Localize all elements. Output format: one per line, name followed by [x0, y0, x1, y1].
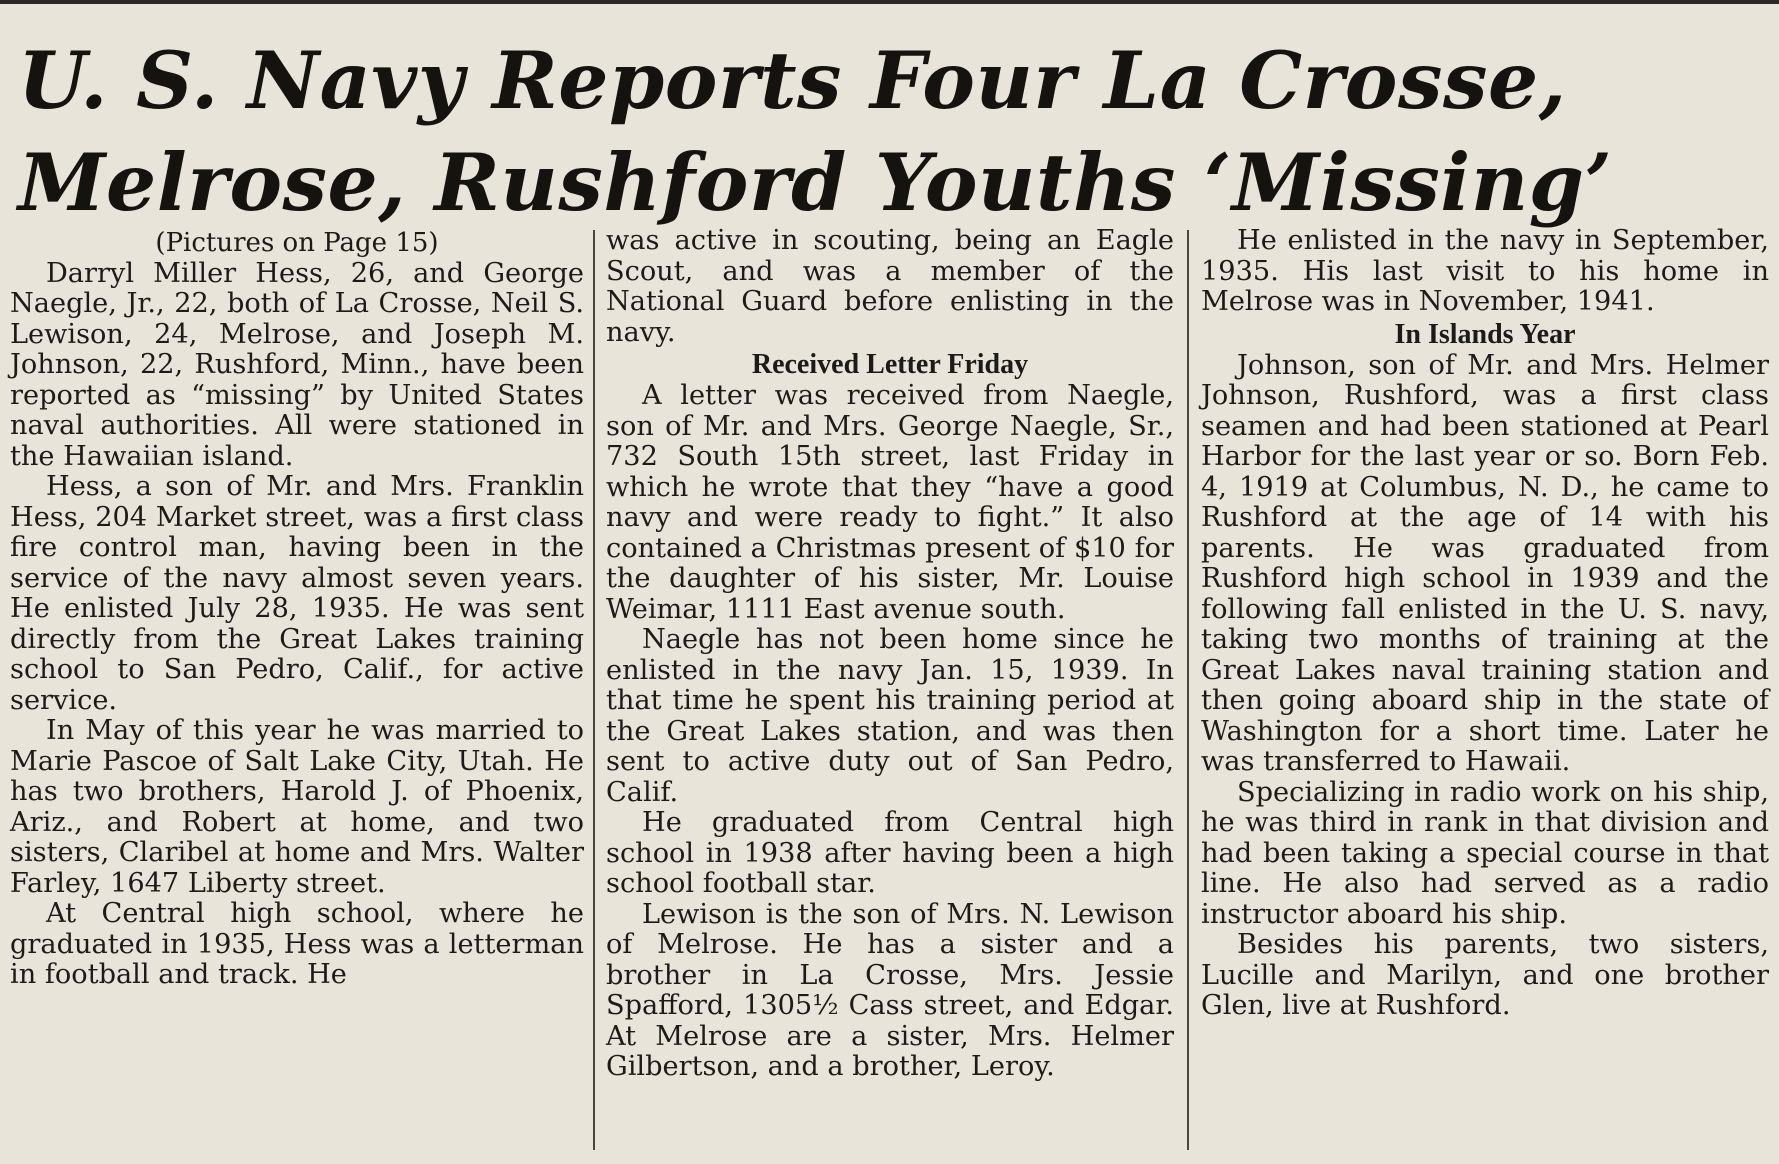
headline-line-2: Melrose, Rushford Youths ‘Missing’: [18, 136, 1613, 229]
top-rule: [0, 0, 1779, 4]
picture-caption: (Pictures on Page 15): [155, 228, 439, 258]
paragraph: Besides his parents, two sisters, Lucille and Marilyn, and one brother Glen, live at Rushford.: [1201, 929, 1769, 1021]
paragraph: Hess, a son of Mr. and Mrs. Franklin Hess, 204 Market street, was a first class fire control man, having been in the service of the navy almost seven years. He enlisted July 28, 1935. He was sent directly from the Great Lakes training school to San Pedro, Calif., for active service.: [10, 471, 584, 716]
paragraph: Naegle has not been home since he enlisted in the navy Jan. 15, 1939. In that time he spent his training period at the Great Lakes station, and was then sent to active duty out of San Pedro, Calif.: [606, 624, 1174, 808]
paragraph: In May of this year he was married to Marie Pascoe of Salt Lake City, Utah. He has two brothers, Harold J. of Phoenix, Ariz., and Robert at home, and two sisters, Claribel at home and Mrs. Walter Farley, 1647 Liberty street.: [10, 715, 584, 899]
paragraph: A letter was received from Naegle, son of Mr. and Mrs. George Naegle, Sr., 732 South 15th street, last Friday in which he wrote that they “have a good navy and were ready to fight.” It also contained a Christmas present of $10 for the daughter of his sister, Mr. Louise Weimar, 1111 East avenue south.: [606, 380, 1174, 625]
subheading: In Islands Year: [1394, 318, 1576, 350]
paragraph: Lewison is the son of Mrs. N. Lewison of Melrose. He has a sister and a brother in La Crosse, Mrs. Jessie Spafford, 1305½ Cass street, and Edgar. At Melrose are a sister, Mrs. Helmer Gilbertson, and a brother, Leroy.: [606, 898, 1174, 1082]
headline: [18, 30, 1763, 234]
column-divider: [593, 230, 595, 1150]
paragraph: Specializing in radio work on his ship, he was third in rank in that division and had been taking a special course in that line. He also had served as a radio instructor aboard his ship.: [1201, 776, 1769, 930]
article-column-2: [606, 226, 1174, 1083]
headline-line-1: U. S. Navy Reports Four La Crosse,: [18, 34, 1567, 127]
paragraph: At Central high school, where he graduated in 1935, Hess was a letterman in football and track. He: [10, 898, 584, 990]
column-divider: [1187, 230, 1189, 1150]
paragraph: He enlisted in the navy in September, 1935. His last visit to his home in Melrose was in November, 1941.: [1201, 225, 1769, 317]
article-column-1: [10, 228, 584, 991]
paragraph: Johnson, son of Mr. and Mrs. Helmer Johnson, Rushford, was a first class seamen and had been stationed at Pearl Harbor for the last year or so. Born Feb. 4, 1919 at Columbus, N. D., he came to Rushford at the age of 14 with his parents. He was graduated from Rushford high school in 1939 and the following fall enlisted in the U. S. navy, taking two months of training at the Great Lakes naval training station and then going aboard ship in the state of Washington for a short time. Later he was transferred to Hawaii.: [1201, 349, 1769, 777]
paragraph: was active in scouting, being an Eagle Scout, and was a member of the National Guard before enlisting in the navy.: [606, 225, 1174, 348]
article-column-3: [1201, 226, 1769, 1022]
paragraph: He graduated from Central high school in 1938 after having been a high school football star.: [606, 807, 1174, 899]
paragraph: Darryl Miller Hess, 26, and George Naegle, Jr., 22, both of La Crosse, Neil S. Lewison, 24, Melrose, and Joseph M. Johnson, 22, Rushford, Minn., have been reported as “missing” by United States naval authorities. All were stationed in the Hawaiian island.: [10, 257, 584, 472]
subheading: Received Letter Friday: [751, 349, 1029, 380]
